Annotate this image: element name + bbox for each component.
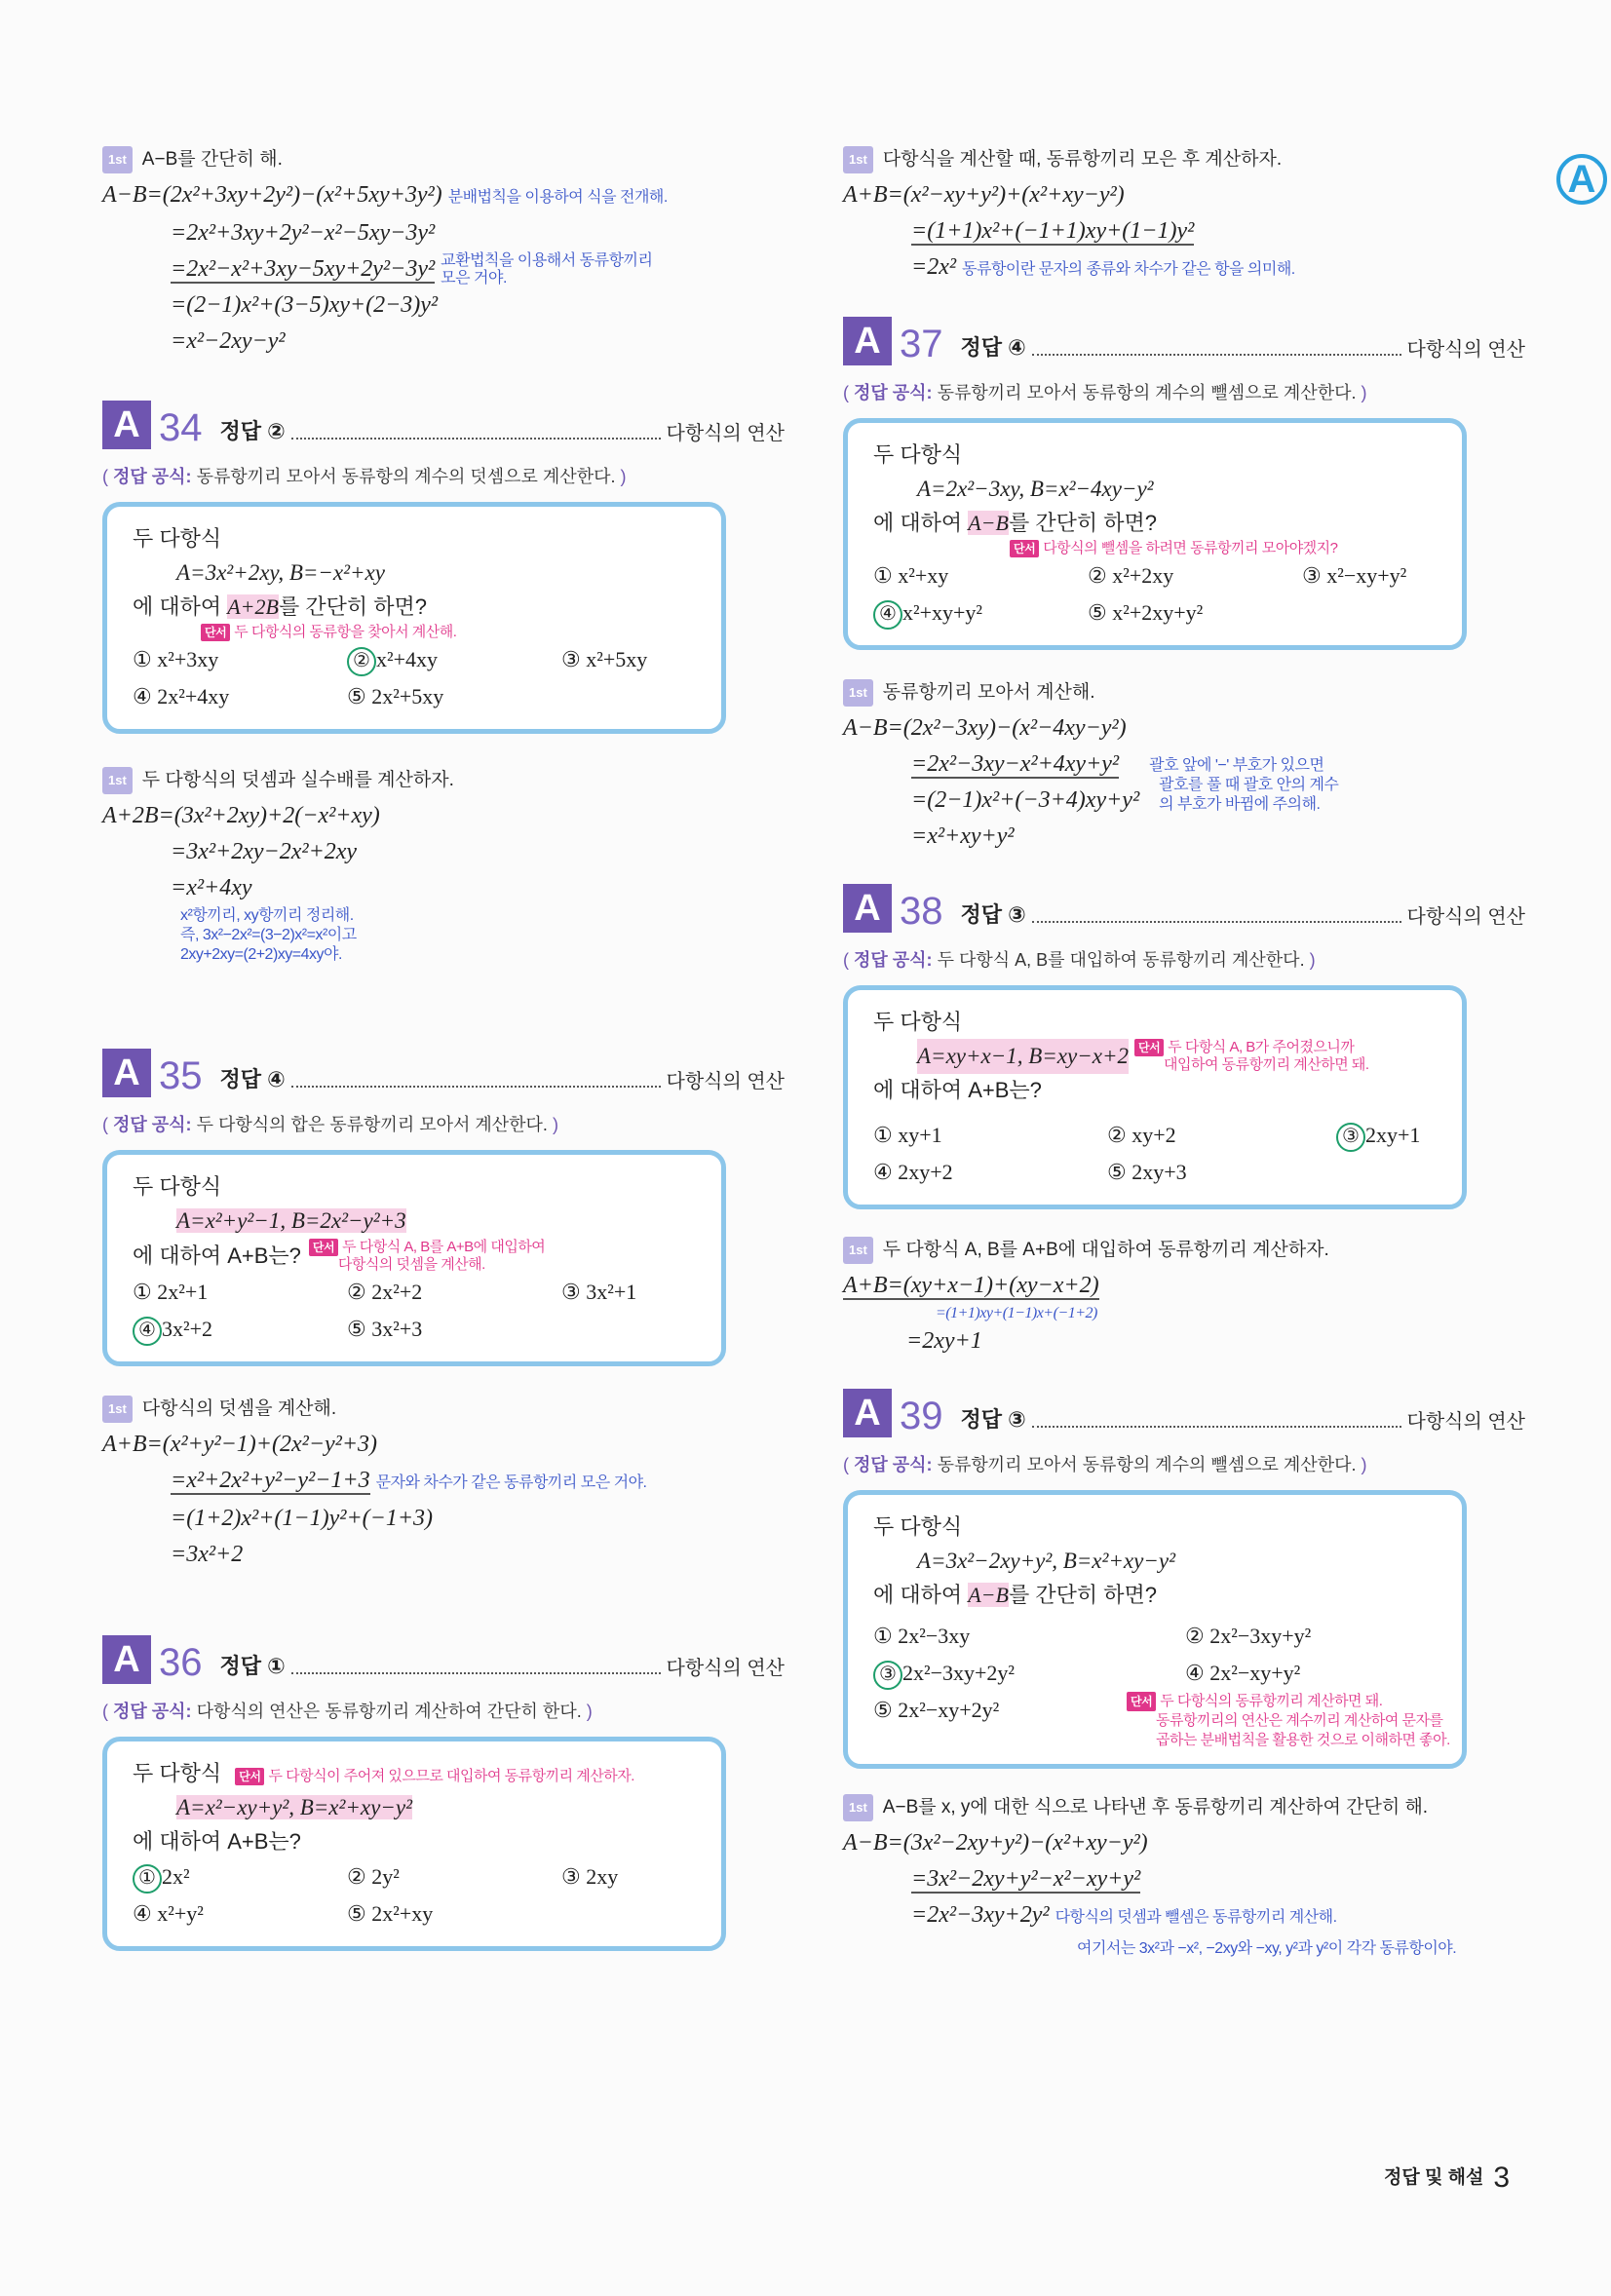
category-label: 다항식의 연산 [1406, 906, 1525, 928]
option-5: ⑤ x²+2xy+y² [1088, 600, 1204, 625]
question-number: 37 [900, 323, 943, 365]
hint: 단서 두 다항식의 동류항을 찾아서 계산해. [201, 624, 456, 641]
answer-formula: ( 정답 공식: 두 다항식의 합은 동류항끼리 모아서 계산한다. ) [102, 1115, 558, 1135]
answer-options [133, 1858, 700, 1932]
option-2: ② x²+4xy [347, 641, 561, 678]
option-4: ④ x²+y² [133, 1901, 204, 1927]
solution-line: =x²+2x²+y²−y²−1+3 [171, 1468, 370, 1494]
answer-options [133, 641, 700, 715]
solution-33 [102, 146, 785, 360]
option-3: ③ x²−xy+y² [1302, 563, 1407, 588]
problem-text: 두 다항식 단서 두 다항식이 주어져 있으므로 대입하여 동류항끼리 계산하자. [133, 1761, 634, 1786]
solution-note: 의 부호가 바뀜에 주의해. [1159, 796, 1321, 813]
solution-36 [843, 146, 1525, 287]
solution-line: =3x²+2xy−2x²+2xy [171, 839, 358, 865]
question-number: 34 [159, 406, 203, 450]
answer-formula: ( 정답 공식: 동류항끼리 모아서 동류항의 계수의 덧셈으로 계산한다. ) [102, 467, 627, 487]
solution-line: =(2−1)x²+(−3+4)xy+y² [911, 787, 1140, 813]
solution-line: =x²+xy+y² [911, 823, 1015, 849]
category-label: 다항식의 연산 [666, 1658, 785, 1680]
hint: 단서 두 다항식 A, B를 A+B에 대입하여 다항식의 덧셈을 계산해. [309, 1239, 545, 1274]
question-37-box [843, 418, 1467, 650]
solution-note: =(1+1)xy+(1−1)x+(−1+2) [936, 1305, 1097, 1321]
option-4: ④ 2x²+4xy [133, 684, 230, 709]
step-tag: 1st [102, 1396, 133, 1423]
solution-34 [102, 767, 785, 965]
option-3: ③ 2xy [561, 1864, 619, 1890]
question-38-box [843, 985, 1467, 1209]
problem-text: 에 대하여 A+2B를 간단히 하면? [133, 594, 427, 620]
solution-line: A+B=(xy+x−1)+(xy−x+2) [843, 1273, 1099, 1298]
level-badge: A [102, 1635, 151, 1684]
option-2: ② 2x²+2 [347, 1280, 423, 1305]
answer-label: 정답 ③ [960, 902, 1026, 927]
answer-options [873, 557, 1440, 631]
option-2: ② xy+2 [1107, 1123, 1176, 1147]
solution-note: 2xy+2xy=(2+2)xy=4xy야. [180, 946, 342, 964]
option-4: ④ 2xy+2 [873, 1160, 953, 1184]
question-35-box [102, 1150, 726, 1366]
option-3: ③ 2xy+1 [1336, 1117, 1492, 1154]
category-label: 다항식의 연산 [1406, 1411, 1525, 1433]
option-2: ② x²+2xy [1088, 563, 1174, 588]
solution-line: A−B=(3x²−2xy+y²)−(x²+xy−y²) [843, 1830, 1148, 1856]
problem-text: 두 다항식 [133, 1174, 222, 1200]
leader-dots [291, 1086, 661, 1088]
solution-37 [843, 679, 1525, 855]
question-36-heading [102, 1627, 785, 1684]
leader-dots [1032, 1426, 1401, 1428]
problem-text: 에 대하여 A−B를 간단히 하면? [873, 1583, 1157, 1607]
step-text: A−B를 간단히 해. [141, 149, 283, 171]
option-5: ⑤ 2x²+xy [347, 1901, 434, 1927]
solution-35 [102, 1396, 785, 1573]
solution-line: =x²+4xy [171, 875, 252, 901]
solution-note: 괄호를 풀 때 괄호 안의 계수 [1159, 777, 1339, 793]
answer-options [133, 1274, 700, 1348]
level-badge: A [843, 884, 892, 933]
answer-label: 정답 ② [219, 419, 286, 444]
solution-line: =2x²−x²+3xy−5xy+2y²−3y² [171, 256, 436, 282]
category-label: 다항식의 연산 [666, 423, 785, 445]
question-35-heading [102, 1041, 785, 1097]
answer-options [873, 1618, 1450, 1750]
option-5: ⑤ 2x²+5xy [347, 684, 444, 709]
solution-note: 분배법칙을 이용하여 식을 전개해. [447, 189, 668, 206]
solution-line: A−B=(2x²+3xy+2y²)−(x²+5xy+3y²) [102, 182, 442, 208]
solution-line: =2x²+3xy+2y²−x²−5xy−3y² [171, 220, 436, 246]
solution-line: A−B=(2x²−3xy)−(x²−4xy−y²) [843, 715, 1127, 741]
question-number: 35 [159, 1054, 203, 1098]
answer-options [873, 1117, 1440, 1191]
question-34-box [102, 502, 726, 734]
right-column [843, 146, 1525, 1958]
level-badge: A [102, 401, 151, 449]
leader-dots [291, 1672, 661, 1674]
problem-equation: A=x²−xy+y², B=x²+xy−y² [176, 1795, 412, 1820]
solution-line: A+2B=(3x²+2xy)+2(−x²+xy) [102, 803, 380, 829]
answer-formula: ( 정답 공식: 동류항끼리 모아서 동류항의 계수의 뺄셈으로 계산한다. ) [843, 1455, 1367, 1474]
option-2: ② 2y² [347, 1864, 400, 1890]
level-badge: A [843, 1389, 892, 1437]
solution-line: =2x²−3xy−x²+4xy+y² [911, 751, 1120, 777]
option-1: ① 2x²+1 [133, 1280, 209, 1305]
question-number: 39 [900, 1395, 943, 1437]
page-number: 3 [1493, 2162, 1511, 2194]
step-tag: 1st [102, 767, 133, 794]
question-36-box [102, 1737, 726, 1951]
option-1: ① 2x² [133, 1858, 347, 1895]
step-tag: 1st [843, 679, 873, 707]
solution-line: =(1+2)x²+(1−1)y²+(−1+3) [171, 1506, 434, 1532]
option-1: ① x²+xy [873, 563, 949, 588]
question-39-box [843, 1490, 1467, 1769]
leader-dots [291, 438, 661, 440]
option-4: ④ 2x²−xy+y² [1185, 1661, 1301, 1685]
solution-note: 여기서는 3x²과 −x², −2xy와 −xy, y²과 y²이 각각 동류항이야. [1077, 1940, 1457, 1957]
problem-equation: A=3x²−2xy+y², B=x²+xy−y² [917, 1549, 1175, 1573]
solution-note: 동류항이란 문자의 종류와 차수가 같은 항을 의미해. [962, 261, 1295, 278]
solution-line: =2x² [911, 254, 957, 280]
solution-line: =(2−1)x²+(3−5)xy+(2−3)y² [171, 292, 439, 319]
solution-note: x²항끼리, xy항끼리 정리해. [180, 907, 354, 925]
solution-note: 문자와 차수가 같은 동류항끼리 모은 거야. [375, 1474, 647, 1492]
step-text: 다항식을 계산할 때, 동류항끼리 모은 후 계산하자. [882, 149, 1283, 171]
question-38-heading [843, 876, 1525, 933]
option-5: ⑤ 2x²−xy+2y² [873, 1698, 1000, 1722]
answer-label: 정답 ③ [960, 1407, 1026, 1432]
option-5: ⑤ 3x²+3 [347, 1317, 423, 1342]
option-1: ① 2x²−3xy [873, 1624, 971, 1648]
problem-text: 두 다항식 [133, 526, 222, 552]
solution-note: 교환법칙을 이용해서 동류항끼리 모은 거야. [441, 252, 653, 287]
problem-text: 두 다항식 [873, 442, 963, 467]
solution-line: =(1+1)x²+(−1+1)xy+(1−1)y² [911, 218, 1195, 244]
solution-line: A+B=(x²+y²−1)+(2x²−y²+3) [102, 1432, 378, 1458]
problem-equation: A=xy+x−1, B=xy−x+2 [917, 1039, 1129, 1074]
step-tag: 1st [843, 1794, 873, 1821]
step-text: 다항식의 덧셈을 계산해. [141, 1398, 337, 1420]
solution-line: =3x²+2 [171, 1542, 244, 1568]
answer-formula: ( 정답 공식: 동류항끼리 모아서 동류항의 계수의 뺄셈으로 계산한다. ) [843, 383, 1367, 402]
answer-formula: ( 정답 공식: 두 다항식 A, B를 대입하여 동류항끼리 계산한다. ) [843, 950, 1316, 970]
solution-note: 다항식의 덧셈과 뺄셈은 동류항끼리 계산해. [1055, 1909, 1337, 1926]
hint: 단서 두 다항식의 동류항끼리 계산하면 돼. 동류항끼리의 연산은 계수끼리 계산하여 문자를 곱하는 분배법칙을 활용한 것으로 이해하면 좋아. [1127, 1692, 1477, 1750]
option-1: ① x²+3xy [133, 647, 219, 672]
question-37-heading [843, 309, 1525, 365]
step-text: A−B를 x, y에 대한 식으로 나타낸 후 동류항끼리 계산하여 간단히 해. [882, 1797, 1429, 1818]
problem-text: 에 대하여 A−B를 간단히 하면? [873, 511, 1157, 535]
problem-equation: A=2x²−3xy, B=x²−4xy−y² [917, 477, 1154, 501]
option-2: ② 2x²−3xy+y² [1185, 1624, 1312, 1648]
option-4: ④ 3x²+2 [133, 1311, 347, 1348]
solution-line: =2xy+1 [906, 1328, 982, 1354]
category-label: 다항식의 연산 [1406, 339, 1525, 361]
footer-label: 정답 및 해설 [1384, 2167, 1484, 2189]
step-text: 두 다항식의 덧셈과 실수배를 계산하자. [141, 770, 454, 791]
question-39-heading [843, 1381, 1525, 1437]
left-column [102, 146, 785, 1951]
step-text: 동류항끼리 모아서 계산해. [882, 682, 1095, 704]
solution-note: 즉, 3x²−2x²=(3−2)x²=x²이고 [180, 927, 357, 944]
solution-note: 괄호 앞에 '−' 부호가 있으면 [1149, 757, 1324, 774]
problem-text: 두 다항식 [873, 1514, 963, 1539]
step-text: 두 다항식 A, B를 A+B에 대입하여 동류항끼리 계산하자. [882, 1240, 1329, 1261]
option-3: ③ 3x²+1 [561, 1280, 637, 1305]
answer-label: 정답 ④ [960, 335, 1026, 360]
leader-dots [1032, 921, 1401, 923]
solution-38 [843, 1237, 1525, 1359]
solution-line: =x²−2xy−y² [171, 328, 286, 355]
hint: 단서 두 다항식 A, B가 주어졌으니까 대입하여 동류항끼리 계산하면 돼. [1134, 1039, 1369, 1074]
option-4: ④ x²+xy+y² [873, 594, 1088, 631]
step-tag: 1st [843, 1237, 873, 1264]
answer-label: 정답 ④ [219, 1067, 286, 1092]
problem-text: 두 다항식 [873, 1010, 963, 1034]
option-3: ③ x²+5xy [561, 647, 648, 672]
option-3: ③ 2x²−3xy+2y² [873, 1655, 1185, 1692]
problem-equation: A=3x²+2xy, B=−x²+xy [176, 560, 385, 586]
solution-line: =2x²−3xy+2y² [911, 1902, 1050, 1928]
page-footer [1384, 2162, 1510, 2195]
problem-text: 에 대하여 A+B는? [133, 1829, 301, 1855]
option-5: ⑤ 2xy+3 [1107, 1160, 1187, 1184]
option-1: ① xy+1 [873, 1123, 942, 1147]
level-badge: A [102, 1049, 151, 1097]
answer-label: 정답 ① [219, 1654, 286, 1679]
answer-formula: ( 정답 공식: 다항식의 연산은 동류항끼리 계산하여 간단히 한다. ) [102, 1702, 593, 1722]
solution-line: A+B=(x²−xy+y²)+(x²+xy−y²) [843, 182, 1125, 208]
hint: 단서 두 다항식이 주어져 있으므로 대입하여 동류항끼리 계산하자. [235, 1768, 634, 1785]
leader-dots [1032, 354, 1401, 356]
problem-equation: A=x²+y²−1, B=2x²−y²+3 [176, 1208, 406, 1234]
category-label: 다항식의 연산 [666, 1071, 785, 1093]
step-tag: 1st [843, 146, 873, 173]
side-section-badge: A [1556, 154, 1607, 205]
hint: 단서 다항식의 뺄셈을 하려면 동류항끼리 모아야겠지? [1010, 540, 1338, 557]
question-number: 38 [900, 890, 943, 933]
solution-line: =3x²−2xy+y²−x²−xy+y² [911, 1866, 1141, 1892]
question-number: 36 [159, 1641, 203, 1685]
question-34-heading [102, 393, 785, 449]
problem-text: 에 대하여 A+B는? 단서 두 다항식 A, B를 A+B에 대입하여 다항식의 덧셈을 계산해. [133, 1239, 546, 1274]
solution-39 [843, 1794, 1525, 1958]
level-badge: A [843, 317, 892, 365]
step-tag: 1st [102, 146, 133, 173]
problem-text: 에 대하여 A+B는? [873, 1078, 1042, 1102]
